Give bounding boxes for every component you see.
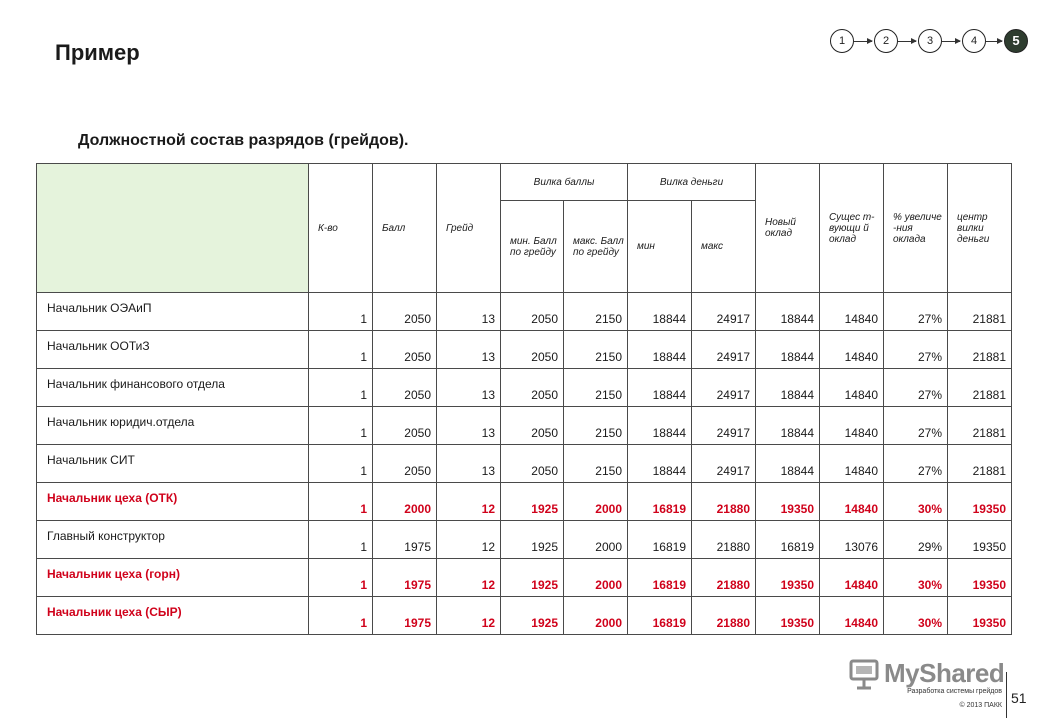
- logo-text: MyShared: [884, 658, 1005, 688]
- footer-project: Разработка системы грейдов: [907, 688, 1002, 695]
- position-name-cell: Начальник цеха (горн): [37, 559, 309, 597]
- max-score-cell: 2000: [564, 483, 628, 521]
- presentation-board-icon: [848, 658, 880, 690]
- grade-cell: 13: [437, 293, 501, 331]
- grade-cell: 13: [437, 369, 501, 407]
- current-salary-cell: 14840: [820, 445, 884, 483]
- table-row: [37, 369, 1012, 407]
- current-salary-cell: 14840: [820, 293, 884, 331]
- center-cell: 19350: [948, 597, 1012, 635]
- min-money-cell: 18844: [628, 407, 692, 445]
- count-cell: 1: [309, 331, 373, 369]
- step-arrow: [942, 41, 960, 42]
- new-salary-cell: 19350: [756, 559, 820, 597]
- grade-cell: 13: [437, 331, 501, 369]
- increase-cell: 27%: [884, 369, 948, 407]
- center-cell: 21881: [948, 369, 1012, 407]
- center-cell: 21881: [948, 293, 1012, 331]
- new-salary-cell: 19350: [756, 597, 820, 635]
- grade-cell: 13: [437, 445, 501, 483]
- min-score-cell: 2050: [501, 293, 564, 331]
- max-score-cell: 2000: [564, 559, 628, 597]
- center-cell: 21881: [948, 407, 1012, 445]
- new-salary-cell: 18844: [756, 407, 820, 445]
- name-header: [37, 164, 309, 293]
- increase-cell: 27%: [884, 407, 948, 445]
- grade-cell: 12: [437, 559, 501, 597]
- score-cell: 2000: [373, 483, 437, 521]
- score-cell: 2050: [373, 407, 437, 445]
- current-salary-cell: 13076: [820, 521, 884, 559]
- min-score-cell: 1925: [501, 483, 564, 521]
- min-money-cell: 16819: [628, 483, 692, 521]
- position-name-cell: Начальник цеха (ОТК): [37, 483, 309, 521]
- new-salary-cell: 18844: [756, 331, 820, 369]
- step-indicator: [830, 29, 1030, 53]
- min-score-cell: 1925: [501, 597, 564, 635]
- max-score-cell: 2000: [564, 597, 628, 635]
- max-money-cell: 24917: [692, 445, 756, 483]
- max-money-header: макс: [692, 201, 756, 293]
- score-cell: 2050: [373, 293, 437, 331]
- grade-cell: 13: [437, 407, 501, 445]
- min-money-header: мин: [628, 201, 692, 293]
- increase-cell: 30%: [884, 483, 948, 521]
- min-score-header: мин. Балл по грейду: [501, 201, 564, 293]
- count-cell: 1: [309, 559, 373, 597]
- increase-cell: 27%: [884, 331, 948, 369]
- position-name-cell: Начальник ОЭАиП: [37, 293, 309, 331]
- count-cell: 1: [309, 521, 373, 559]
- max-money-cell: 24917: [692, 407, 756, 445]
- count-cell: 1: [309, 407, 373, 445]
- center-cell: 19350: [948, 521, 1012, 559]
- table-row: [37, 483, 1012, 521]
- current-salary-header: Сущес т- вующи й оклад: [820, 164, 884, 293]
- score-cell: 2050: [373, 331, 437, 369]
- new-salary-cell: 19350: [756, 483, 820, 521]
- step-5: 5: [1004, 29, 1028, 53]
- max-money-cell: 21880: [692, 559, 756, 597]
- step-2: 2: [874, 29, 898, 53]
- position-name-cell: Начальник ООТиЗ: [37, 331, 309, 369]
- step-arrow: [854, 41, 872, 42]
- min-score-cell: 2050: [501, 407, 564, 445]
- max-money-cell: 24917: [692, 331, 756, 369]
- grades-table: [36, 163, 1012, 635]
- current-salary-cell: 14840: [820, 407, 884, 445]
- count-cell: 1: [309, 293, 373, 331]
- new-salary-cell: 18844: [756, 369, 820, 407]
- count-cell: 1: [309, 445, 373, 483]
- count-cell: 1: [309, 369, 373, 407]
- max-score-cell: 2150: [564, 331, 628, 369]
- min-money-cell: 16819: [628, 597, 692, 635]
- score-cell: 1975: [373, 521, 437, 559]
- max-score-cell: 2150: [564, 293, 628, 331]
- max-money-cell: 21880: [692, 521, 756, 559]
- table-row: [37, 445, 1012, 483]
- min-money-cell: 18844: [628, 331, 692, 369]
- min-money-cell: 18844: [628, 445, 692, 483]
- table-row: [37, 293, 1012, 331]
- max-score-cell: 2150: [564, 369, 628, 407]
- step-3: 3: [918, 29, 942, 53]
- table-row: [37, 521, 1012, 559]
- current-salary-cell: 14840: [820, 559, 884, 597]
- grade-cell: 12: [437, 521, 501, 559]
- myshared-logo: [848, 656, 1008, 692]
- min-score-cell: 1925: [501, 521, 564, 559]
- score-cell: 1975: [373, 597, 437, 635]
- current-salary-cell: 14840: [820, 483, 884, 521]
- footer-copyright: © 2013 ПАКК: [959, 702, 1002, 709]
- count-cell: 1: [309, 597, 373, 635]
- min-money-cell: 18844: [628, 369, 692, 407]
- position-name-cell: Начальник финансового отдела: [37, 369, 309, 407]
- count-header: К-во: [309, 164, 373, 293]
- max-money-cell: 21880: [692, 483, 756, 521]
- center-header: центр вилки деньги: [948, 164, 1012, 293]
- min-score-cell: 1925: [501, 559, 564, 597]
- max-score-cell: 2150: [564, 445, 628, 483]
- position-name-cell: Начальник СИТ: [37, 445, 309, 483]
- center-cell: 21881: [948, 331, 1012, 369]
- new-salary-header: Новый оклад: [756, 164, 820, 293]
- min-score-cell: 2050: [501, 445, 564, 483]
- max-money-cell: 21880: [692, 597, 756, 635]
- min-money-cell: 16819: [628, 559, 692, 597]
- score-cell: 1975: [373, 559, 437, 597]
- page-title: Пример: [55, 40, 140, 65]
- position-name-cell: Начальник цеха (СЫР): [37, 597, 309, 635]
- step-1: 1: [830, 29, 854, 53]
- current-salary-cell: 14840: [820, 369, 884, 407]
- center-cell: 19350: [948, 559, 1012, 597]
- center-cell: 21881: [948, 445, 1012, 483]
- table-row: [37, 559, 1012, 597]
- increase-cell: 29%: [884, 521, 948, 559]
- points-range-header: Вилка баллы: [501, 164, 628, 201]
- table-row: [37, 597, 1012, 635]
- count-cell: 1: [309, 483, 373, 521]
- max-money-cell: 24917: [692, 369, 756, 407]
- table-caption: Должностной состав разрядов (грейдов).: [78, 132, 409, 149]
- max-score-cell: 2000: [564, 521, 628, 559]
- min-money-cell: 18844: [628, 293, 692, 331]
- current-salary-cell: 14840: [820, 331, 884, 369]
- grade-header: Грейд: [437, 164, 501, 293]
- increase-cell: 27%: [884, 445, 948, 483]
- footer-divider: [1006, 672, 1007, 718]
- increase-cell: 30%: [884, 597, 948, 635]
- max-money-cell: 24917: [692, 293, 756, 331]
- score-header: Балл: [373, 164, 437, 293]
- increase-cell: 30%: [884, 559, 948, 597]
- step-arrow: [898, 41, 916, 42]
- increase-cell: 27%: [884, 293, 948, 331]
- grade-cell: 12: [437, 597, 501, 635]
- grade-cell: 12: [437, 483, 501, 521]
- center-cell: 19350: [948, 483, 1012, 521]
- new-salary-cell: 18844: [756, 445, 820, 483]
- min-money-cell: 16819: [628, 521, 692, 559]
- min-score-cell: 2050: [501, 369, 564, 407]
- step-arrow: [986, 41, 1002, 42]
- step-4: 4: [962, 29, 986, 53]
- score-cell: 2050: [373, 369, 437, 407]
- money-range-header: Вилка деньги: [628, 164, 756, 201]
- table-row: [37, 407, 1012, 445]
- max-score-header: макс. Балл по грейду: [564, 201, 628, 293]
- new-salary-cell: 16819: [756, 521, 820, 559]
- position-name-cell: Начальник юридич.отдела: [37, 407, 309, 445]
- position-name-cell: Главный конструктор: [37, 521, 309, 559]
- score-cell: 2050: [373, 445, 437, 483]
- min-score-cell: 2050: [501, 331, 564, 369]
- current-salary-cell: 14840: [820, 597, 884, 635]
- new-salary-cell: 18844: [756, 293, 820, 331]
- page-number: 51: [1011, 690, 1027, 706]
- increase-header: % увеличе -ния оклада: [884, 164, 948, 293]
- table-row: [37, 331, 1012, 369]
- max-score-cell: 2150: [564, 407, 628, 445]
